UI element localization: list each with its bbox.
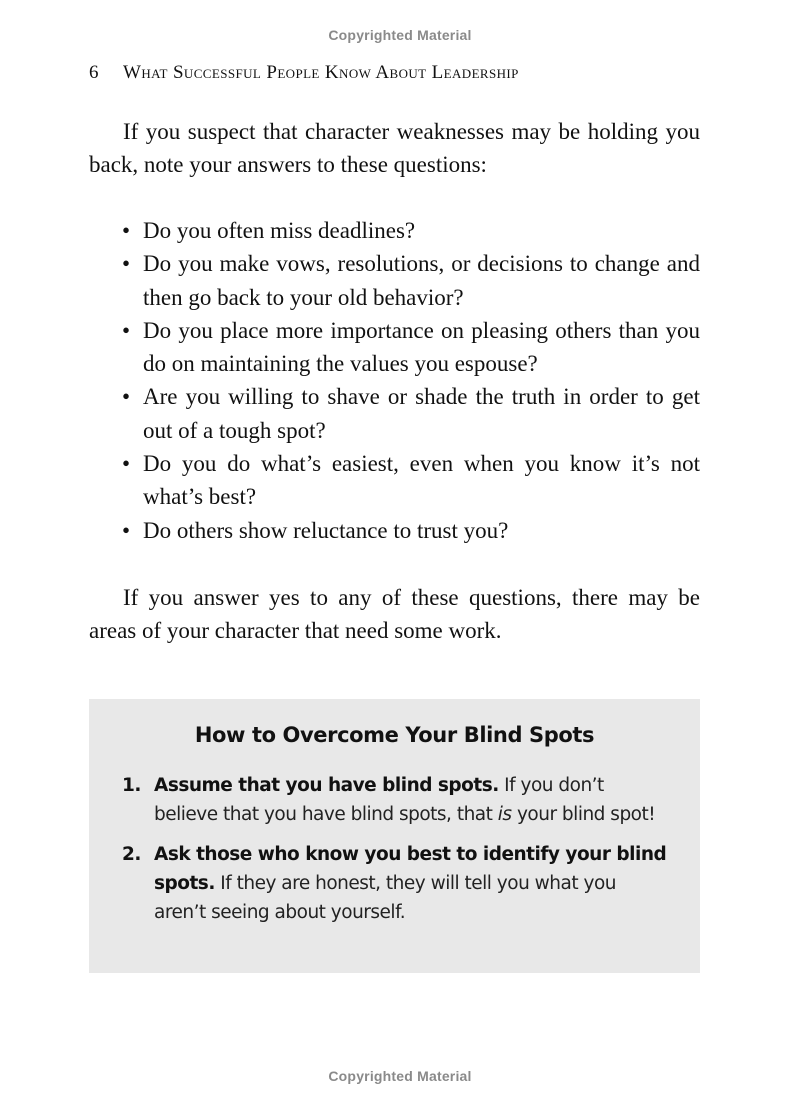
sidebar-title: How to Overcome Your Blind Spots — [194, 723, 595, 747]
tips-list — [122, 771, 670, 938]
tip-text: If they are honest, they will tell you what you aren’t seeing about yourself. — [154, 873, 616, 923]
list-item — [120, 380, 700, 447]
question-text: Do you place more importance on pleasing others than you do on maintaining the values you espouse? — [143, 317, 700, 377]
bullet-icon: • — [122, 517, 131, 543]
tip-emphasis: is — [497, 804, 512, 825]
conclusion-paragraph: If you answer yes to any of these questions, there may be areas of your character that need some work. — [89, 585, 700, 644]
tip-text: If you don’t believe that you have blind spots, that — [154, 775, 604, 825]
blind-spots-sidebar — [89, 699, 700, 973]
running-title: What Successful People Know About Leadership — [123, 62, 519, 83]
list-item — [120, 314, 700, 381]
copyright-watermark-bottom: Copyrighted Material — [328, 1068, 472, 1084]
list-item — [120, 247, 700, 314]
intro-paragraph: If you suspect that character weaknesses may be holding you back, note your answers to these questions: — [89, 119, 700, 178]
question-text: Are you willing to shave or shade the truth in order to get out of a tough spot? — [143, 384, 700, 443]
tip-item — [122, 840, 670, 927]
tip-text-end: your blind spot! — [516, 804, 656, 825]
bullet-icon: • — [122, 218, 131, 243]
bullet-icon: • — [122, 384, 131, 410]
copyright-watermark-top: Copyrighted Material — [328, 27, 472, 43]
tip-number: 2. — [122, 844, 141, 865]
page-number: 6 — [89, 62, 99, 83]
tip-lead: Ask those who know you best to identify your blind spots. — [154, 844, 667, 894]
question-text: Do you make vows, resolutions, or decisions to change and then go back to your old behavior? — [143, 251, 700, 310]
list-item — [120, 514, 700, 547]
list-item — [120, 447, 700, 514]
tip-item — [122, 771, 670, 829]
tip-number: 1. — [122, 775, 141, 796]
running-header — [89, 62, 519, 84]
question-text: Do you do what’s easiest, even when you know it’s not what’s best? — [143, 451, 700, 510]
question-list — [120, 214, 700, 547]
question-text: Do you often miss deadlines? — [143, 218, 416, 243]
bullet-icon: • — [122, 251, 131, 277]
bullet-icon: • — [122, 317, 131, 343]
tip-lead: Assume that you have blind spots. — [154, 775, 499, 796]
bullet-icon: • — [122, 451, 131, 477]
list-item — [120, 214, 700, 247]
question-text: Do others show reluctance to trust you? — [143, 517, 509, 543]
